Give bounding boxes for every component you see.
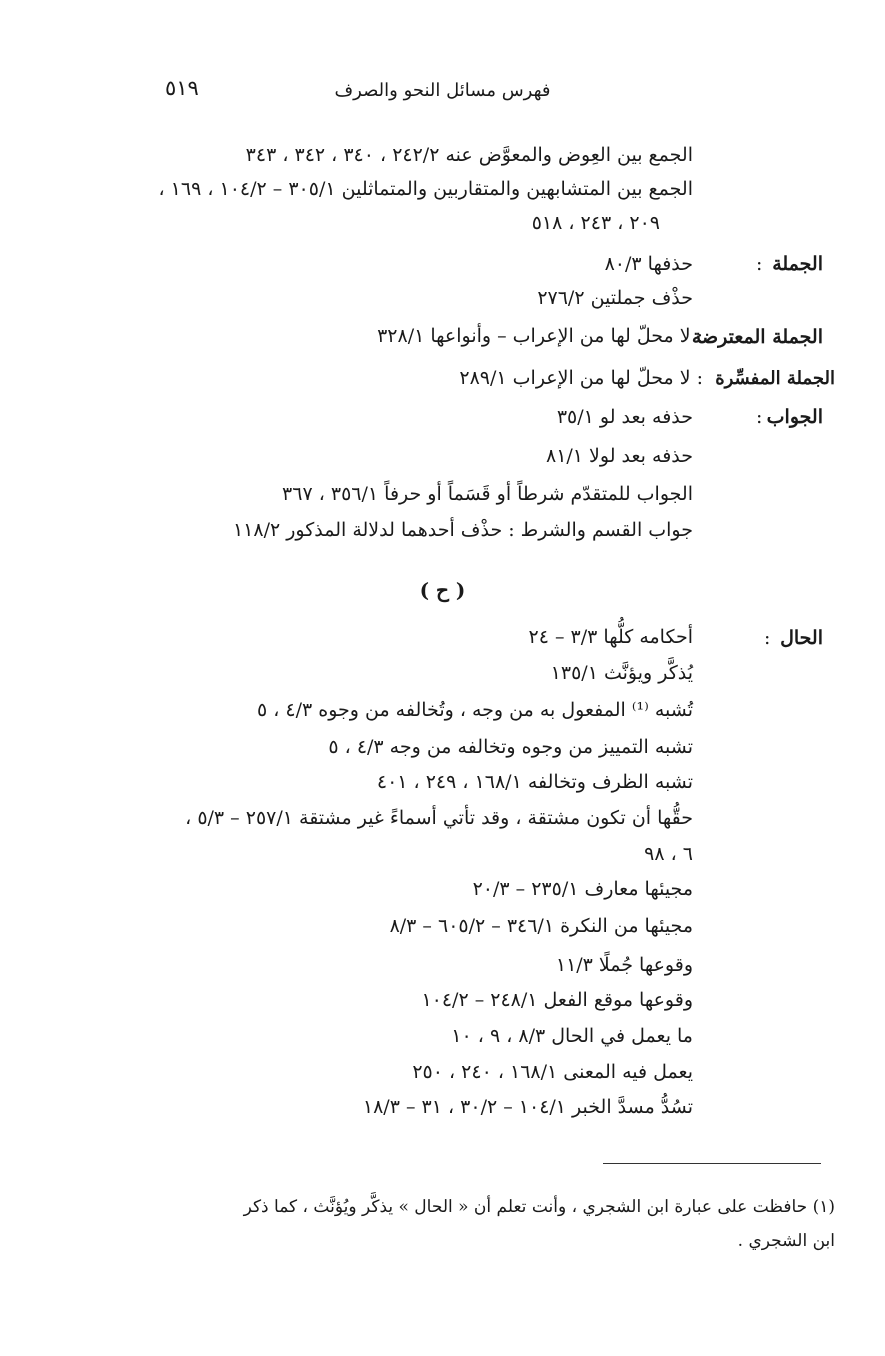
entry-line: الجمع بين المتشابهين والمتقاربين والمتماثلين ٣٠٥/١ – ١٠٤/٢ ، ١٦٩ ، <box>158 178 693 200</box>
entry-line: حذفها ٨٠/٣ <box>604 253 693 275</box>
hal-line: تشبه الظرف وتخالفه ١٦٨/١ ، ٢٤٩ ، ٤٠١ <box>376 771 693 793</box>
page-title: فهرس مسائل النحو والصرف <box>334 80 551 101</box>
footnote-rule <box>603 1163 821 1164</box>
colon: : <box>756 406 763 428</box>
entry-line: حذفه بعد لو ٣٥/١ <box>556 406 693 428</box>
hal-line: وقوعها جُملًا ١١/٣ <box>555 954 693 976</box>
hal-line: حقُّها أن تكون مشتقة ، وقد تأتي أسماءً غير مشتقة ٢٥٧/١ – ٥/٣ ، <box>185 807 693 829</box>
hal-line: يُذكَّر ويؤنَّث ١٣٥/١ <box>550 662 693 684</box>
hal-line: يعمل فيه المعنى ١٦٨/١ ، ٢٤٠ ، ٢٥٠ <box>412 1061 693 1083</box>
hal-line: تُشبه ⁽¹⁾ المفعول به من وجه ، وتُخالفه من وجوه ٤/٣ ، ٥ <box>256 699 693 721</box>
page-number: ٥١٩ <box>165 76 199 100</box>
entry-line: جواب القسم والشرط : حذْف أحدهما لدلالة المذكور ١١٨/٢ <box>232 519 693 541</box>
entry-line: حذفه بعد لولا ٨١/١ <box>545 445 693 467</box>
entry-line: : لا محلّ لها من الإعراب – وأنواعها ٣٢٨/١ <box>377 325 703 347</box>
hal-line: مجيئها معارف ٢٣٥/١ – ٢٠/٣ <box>472 878 693 900</box>
hal-line: تسُدُّ مسدَّ الخبر ١٠٤/١ – ٣٠/٢ ، ٣١ – ١٨/٣ <box>362 1096 693 1118</box>
entry-line: حذْف جملتين ٢٧٦/٢ <box>537 287 693 309</box>
hal-line: أحكامه كلُّها ٣/٣ – ٢٤ <box>528 626 693 648</box>
hal-line: مجيئها من النكرة ٣٤٦/١ – ٦٠٥/٢ – ٨/٣ <box>389 915 693 937</box>
section-heading: ( ح ) <box>419 578 466 602</box>
hal-line: ٦ ، ٩٨ <box>644 843 693 865</box>
heading-jawab: الجواب <box>766 406 823 428</box>
hal-line: تشبه التمييز من وجوه وتخالفه من وجه ٤/٣ ، ٥ <box>328 736 693 758</box>
colon: : <box>764 627 771 649</box>
entry-line: الجواب للمتقدّم شرطاً أو قَسَماً أو حرفاً ٣٥٦/١ ، ٣٦٧ <box>282 483 693 505</box>
hal-line: ما يعمل في الحال ٨/٣ ، ٩ ، ١٠ <box>451 1025 693 1047</box>
colon: : <box>756 253 763 275</box>
heading-mutarida: الجملة المعترضة <box>691 326 823 348</box>
footnote-line: ابن الشجري . <box>737 1231 835 1251</box>
entry-line: : لا محلّ لها من الإعراب ٢٨٩/١ <box>459 367 703 389</box>
hal-line: وقوعها موقع الفعل ٢٤٨/١ – ١٠٤/٢ <box>421 989 693 1011</box>
entry-line: الجمع بين العِوض والمعوَّض عنه ٢٤٢/٢ ، ٣٤٠ ، ٣٤٢ ، ٣٤٣ <box>245 144 693 166</box>
heading-hal: الحال <box>780 627 823 649</box>
heading-mufassira: الجملة المفسِّرة <box>715 368 835 389</box>
footnote-line: (١) حافظت على عبارة ابن الشجري ، وأنت تعلم أن « الحال » يذكَّر ويُؤنَّث ، كما ذكر <box>243 1197 835 1217</box>
heading-jumla: الجملة <box>772 253 823 275</box>
entry-line: ٢٠٩ ، ٢٤٣ ، ٥١٨ <box>531 212 660 234</box>
